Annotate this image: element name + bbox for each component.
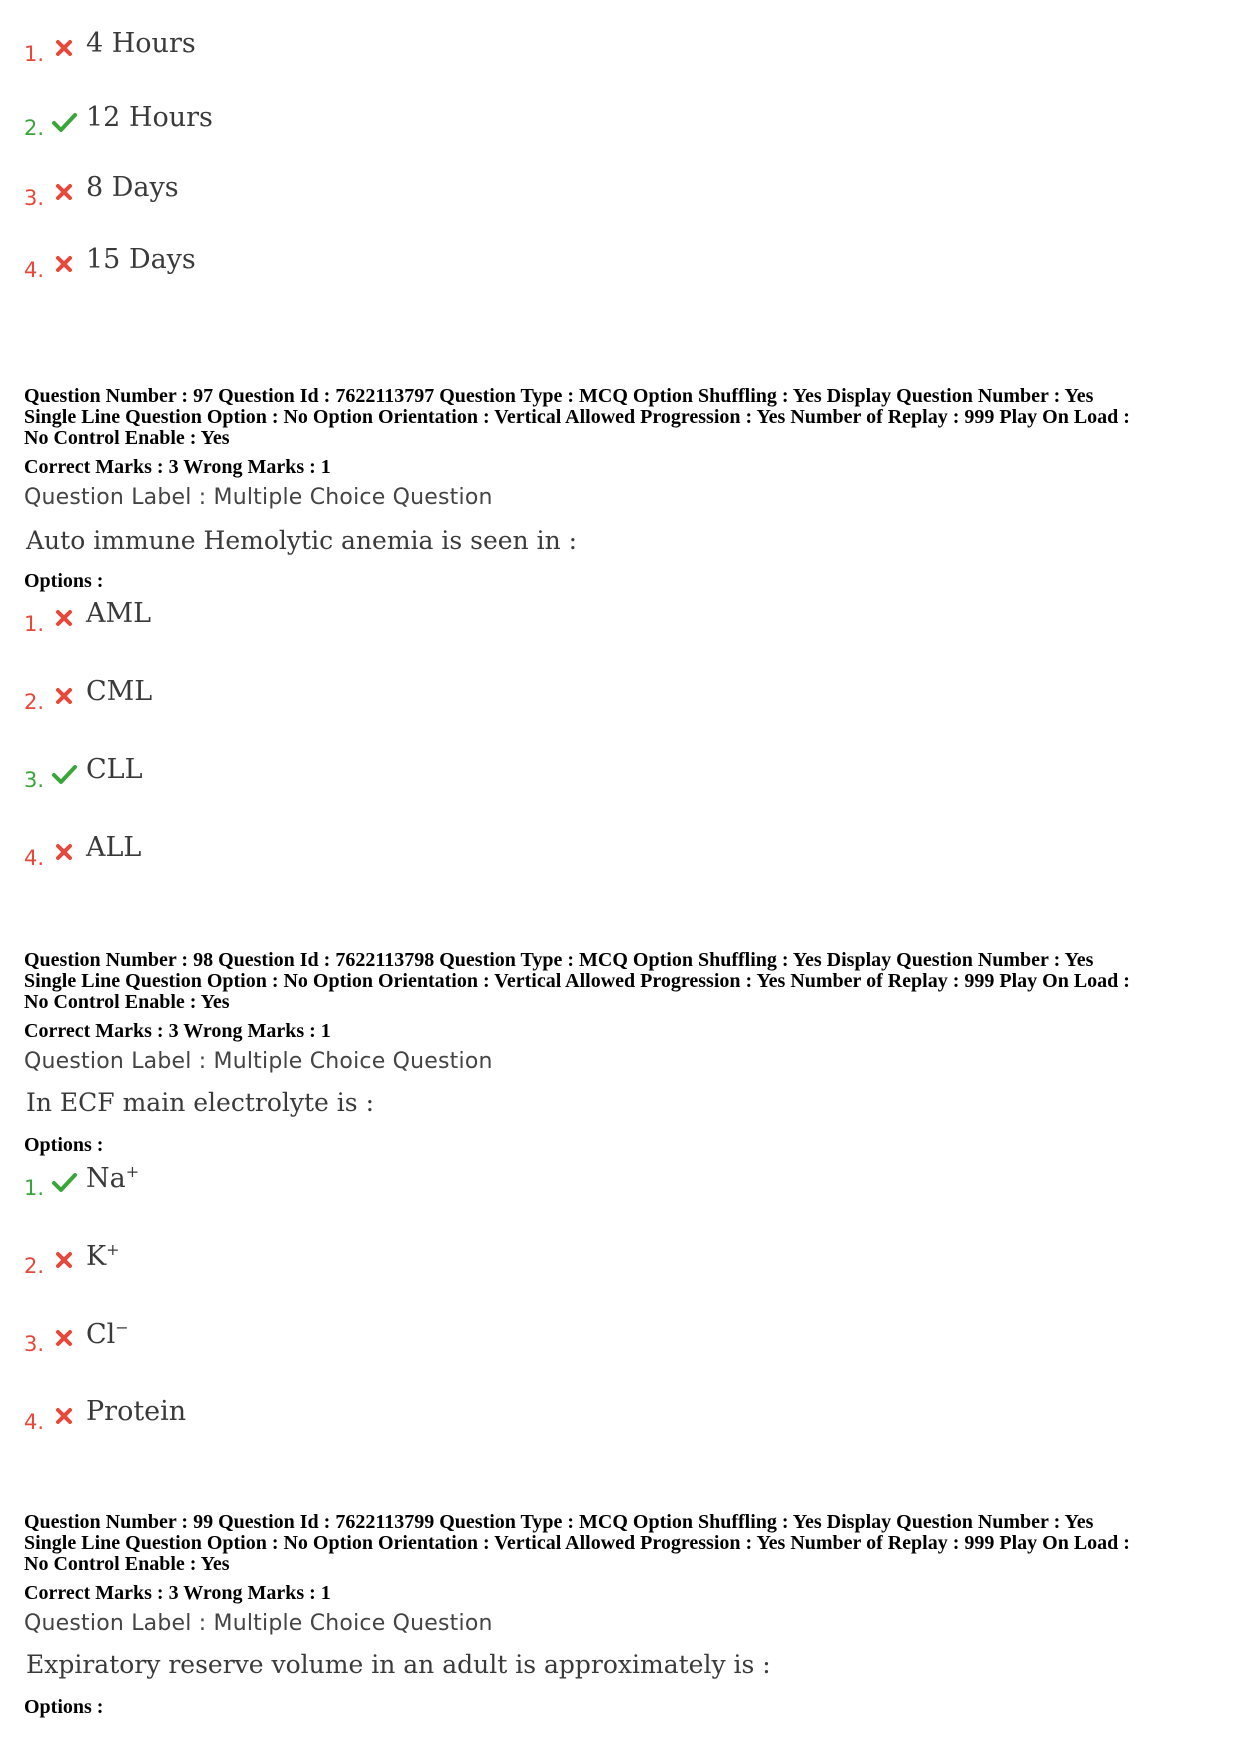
question-label: Question Label : Multiple Choice Question	[24, 1049, 493, 1074]
question-meta	[24, 950, 1224, 1013]
options-label: Options :	[24, 1134, 104, 1156]
option-text-superscript: +	[106, 1240, 120, 1259]
option-text: CLL	[86, 754, 143, 785]
options-label: Options :	[24, 570, 104, 592]
option-text-superscript: +	[125, 1162, 140, 1181]
option-number: 4.	[24, 258, 45, 282]
cross-icon	[50, 838, 78, 866]
question-meta-line: Single Line Question Option : No Option Orientation : Vertical Allowed Progression : Yes Number of Replay : 999 Play On Load :	[24, 406, 1130, 428]
option-item	[24, 1318, 624, 1358]
question-marks: Correct Marks : 3 Wrong Marks : 1	[24, 456, 331, 478]
option-text: CML	[86, 676, 153, 707]
question-meta-line: Question Number : 98 Question Id : 7622113798 Question Type : MCQ Option Shuffling : Yes Display Question Number : Yes	[24, 949, 1094, 971]
question-meta	[24, 1512, 1224, 1575]
option-text: ALL	[86, 832, 142, 863]
cross-icon	[50, 682, 78, 710]
option-text	[86, 1318, 129, 1350]
cross-icon	[50, 250, 78, 278]
option-number: 1.	[24, 42, 45, 66]
question-meta-line: Single Line Question Option : No Option Orientation : Vertical Allowed Progression : Yes Number of Replay : 999 Play On Load :	[24, 970, 1130, 992]
question-meta	[24, 386, 1224, 449]
question-meta-line: No Control Enable : Yes	[24, 991, 230, 1013]
cross-icon	[50, 1246, 78, 1274]
option-text-base: Na	[86, 1163, 126, 1194]
cross-icon	[50, 34, 78, 62]
cross-icon	[50, 1324, 78, 1352]
option-number: 3.	[24, 768, 45, 792]
option-item	[24, 754, 624, 794]
cross-icon	[50, 178, 78, 206]
question-meta-line: No Control Enable : Yes	[24, 427, 230, 449]
question-label: Question Label : Multiple Choice Question	[24, 485, 493, 510]
option-text: Protein	[86, 1396, 187, 1427]
check-icon	[50, 108, 78, 136]
check-icon	[50, 1168, 78, 1196]
check-icon	[50, 760, 78, 788]
option-text	[86, 1162, 139, 1194]
option-number: 2.	[24, 116, 45, 140]
option-item	[24, 676, 624, 716]
option-item	[24, 1396, 624, 1436]
option-text: AML	[86, 598, 152, 629]
option-item	[24, 172, 624, 212]
option-number: 3.	[24, 1332, 45, 1356]
question-marks: Correct Marks : 3 Wrong Marks : 1	[24, 1582, 331, 1604]
question-label: Question Label : Multiple Choice Question	[24, 1611, 493, 1636]
option-text-base: K	[86, 1241, 107, 1272]
option-number: 1.	[24, 612, 45, 636]
question-meta-line: Question Number : 99 Question Id : 7622113799 Question Type : MCQ Option Shuffling : Yes Display Question Number : Yes	[24, 1511, 1094, 1533]
option-text: 8 Days	[86, 172, 179, 203]
option-number: 2.	[24, 690, 45, 714]
question-text: In ECF main electrolyte is :	[26, 1088, 374, 1117]
question-meta-line: Single Line Question Option : No Option Orientation : Vertical Allowed Progression : Yes Number of Replay : 999 Play On Load :	[24, 1532, 1130, 1554]
option-item	[24, 1240, 624, 1280]
cross-icon	[50, 604, 78, 632]
options-label: Options :	[24, 1696, 104, 1718]
option-item	[24, 598, 624, 638]
option-text-superscript: −	[115, 1318, 129, 1337]
option-item	[24, 832, 624, 872]
option-number: 3.	[24, 186, 45, 210]
option-number: 1.	[24, 1176, 45, 1200]
question-text: Expiratory reserve volume in an adult is approximately is :	[26, 1650, 771, 1679]
question-text: Auto immune Hemolytic anemia is seen in :	[26, 526, 578, 555]
option-number: 4.	[24, 1410, 45, 1434]
cross-icon	[50, 1402, 78, 1430]
option-item	[24, 28, 624, 68]
option-text	[86, 1240, 120, 1272]
option-number: 4.	[24, 846, 45, 870]
option-item	[24, 1162, 624, 1202]
option-text: 15 Days	[86, 244, 196, 275]
option-item	[24, 102, 624, 142]
question-meta-line: Question Number : 97 Question Id : 7622113797 Question Type : MCQ Option Shuffling : Yes Display Question Number : Yes	[24, 385, 1094, 407]
option-item	[24, 244, 624, 284]
question-meta-line: No Control Enable : Yes	[24, 1553, 230, 1575]
question-marks: Correct Marks : 3 Wrong Marks : 1	[24, 1020, 331, 1042]
option-number: 2.	[24, 1254, 45, 1278]
option-text: 12 Hours	[86, 102, 213, 133]
option-text: 4 Hours	[86, 28, 196, 59]
option-text-base: Cl	[86, 1319, 116, 1350]
